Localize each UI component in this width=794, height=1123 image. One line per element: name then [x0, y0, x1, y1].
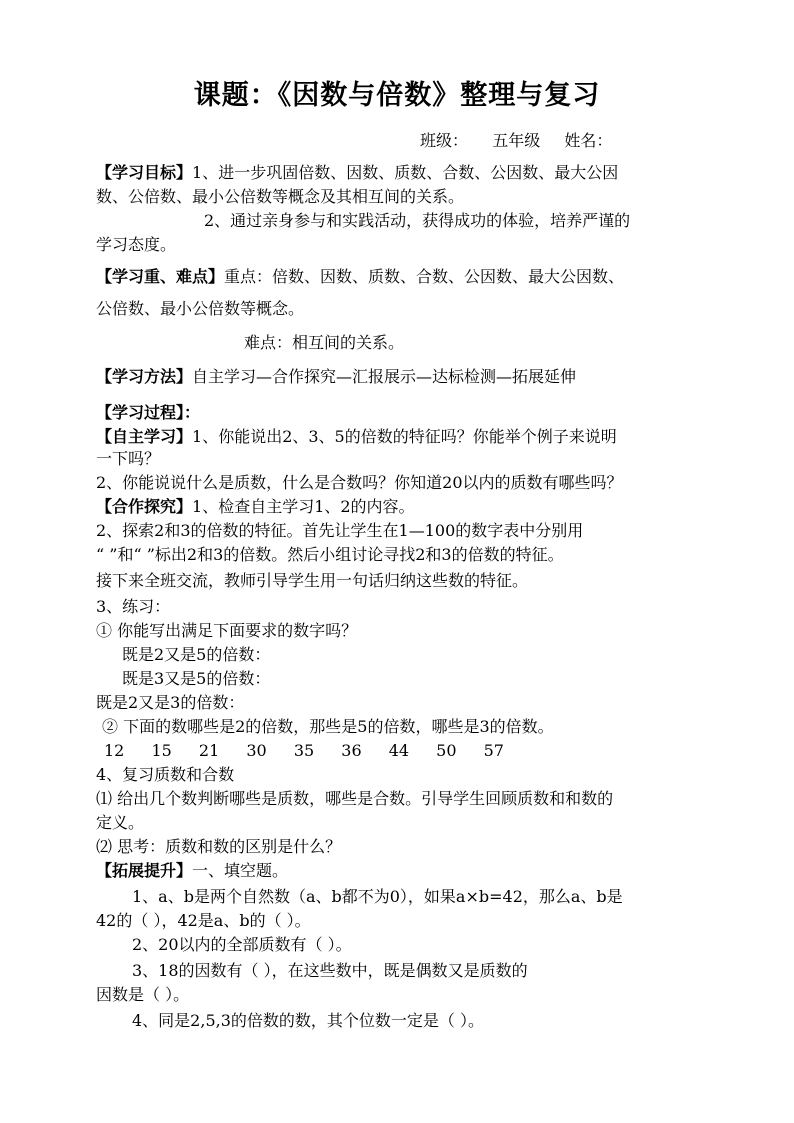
grade-value: 五年级: [492, 131, 541, 150]
extend-q3-line-2: 因数是（ ）。: [96, 985, 190, 1004]
number-item: 35: [293, 741, 315, 760]
cooperate-line-9: 既是2又是3的倍数：: [96, 693, 245, 712]
cooperate-line-4: 接下来全班交流，教师引导学生用一句话归纳这些数的特征。: [96, 571, 529, 590]
cooperate-line-5: 3、练习：: [96, 597, 171, 616]
number-list: [104, 740, 714, 762]
cooperate-line-7: 既是2又是5的倍数：: [122, 645, 271, 664]
number-item: 15: [151, 741, 172, 760]
keypoints-line-1: [96, 266, 706, 288]
number-item: 21: [198, 741, 220, 760]
extend-q4: 4、同是2,5,3的倍数的数，其个位数一定是（ ）。: [132, 1011, 484, 1030]
number-item: 36: [341, 741, 362, 760]
selfstudy-text-1: 1、你能说出2、3、5的倍数的特征吗？你能举个例子来说明: [192, 427, 617, 446]
process-label: 【学习过程】：: [96, 403, 201, 422]
cooperate-line-8: 既是3又是5的倍数：: [122, 669, 271, 688]
selfstudy-line-1: [96, 426, 706, 448]
keypoints-label: 【学习重、难点】: [96, 267, 225, 286]
cooperate-line-11: 4、复习质数和合数: [96, 765, 235, 784]
cooperate-line-10: ② 下面的数哪些是2的倍数，那些是5的倍数，哪些是3的倍数。: [102, 717, 554, 736]
cooperate-line-3: “ ”和“ ”标出2和3的倍数。然后小组讨论寻找2和3的倍数的特征。: [96, 545, 564, 564]
number-item: 50: [436, 741, 457, 760]
cooperate-text-1: 1、检查自主学习1、2的内容。: [192, 497, 415, 516]
extend-q1-line-2: 42的（ ），42是a、b的（ ）。: [96, 911, 311, 930]
keypoints-line-3: 难点：相互间的关系。: [244, 333, 405, 352]
cooperate-label: 【合作探究】: [96, 497, 193, 516]
extend-label: 【拓展提升】: [96, 861, 193, 880]
goals-line-1: [96, 162, 706, 184]
method-line: [96, 366, 706, 388]
method-label: 【学习方法】: [96, 367, 193, 386]
number-item: 12: [104, 741, 125, 760]
keypoints-text-1: 重点：倍数、因数、质数、合数、公因数、最大公因数、: [224, 267, 625, 286]
goals-label: 【学习目标】: [96, 163, 193, 182]
cooperate-line-13: 定义。: [96, 813, 145, 832]
selfstudy-line-3: 2、你能说说什么是质数，什么是合数吗？你知道20以内的质数有哪些吗？: [96, 473, 623, 492]
keypoints-line-2: 公倍数、最小公倍数等概念。: [96, 299, 305, 318]
name-label: 姓名：: [564, 131, 613, 150]
class-label: 班级：: [420, 131, 469, 150]
page-title: 课题：《因数与倍数》整理与复习: [193, 80, 601, 111]
selfstudy-label: 【自主学习】: [96, 427, 193, 446]
extend-heading-line: [96, 860, 706, 882]
goals-line-3: 2、通过亲身参与和实践活动，获得成功的体验，培养严谨的: [204, 211, 631, 230]
extend-q3-line-1: 3、18的因数有（ ），在这些数中，既是偶数又是质数的: [132, 961, 528, 980]
cooperate-line-1: [96, 496, 706, 518]
number-item: 30: [246, 741, 267, 760]
goals-text-1: 1、进一步巩固倍数、因数、质数、合数、公因数、最大公因: [192, 163, 619, 182]
cooperate-line-14: ⑵ 思考：质数和数的区别是什么？: [96, 837, 342, 856]
number-item: 57: [483, 741, 504, 760]
goals-line-2: 数、公倍数、最小公倍数等概念及其相互间的关系。: [96, 187, 465, 206]
selfstudy-line-2: 一下吗？: [96, 449, 161, 468]
goals-line-4: 学习态度。: [96, 235, 177, 254]
cooperate-line-6: ① 你能写出满足下面要求的数字吗？: [96, 621, 358, 640]
class-info-line: [420, 130, 720, 152]
cooperate-line-12: ⑴ 给出几个数判断哪些是质数，哪些是合数。引导学生回顾质数和和数的: [96, 789, 614, 808]
cooperate-line-2: 2、探索2和3的倍数的特征。首先让学生在1—100的数字表中分别用: [96, 521, 584, 540]
number-item: 44: [388, 741, 410, 760]
extend-q1-line-1: 1、a、b是两个自然数（a、b都不为0），如果a×b=42，那么a、b是: [132, 887, 623, 906]
method-text: 自主学习—合作探究—汇报展示—达标检测—拓展延伸: [192, 367, 577, 386]
extend-q2: 2、20以内的全部质数有（ ）。: [132, 935, 352, 954]
extend-heading: 一、填空题。: [192, 861, 289, 880]
